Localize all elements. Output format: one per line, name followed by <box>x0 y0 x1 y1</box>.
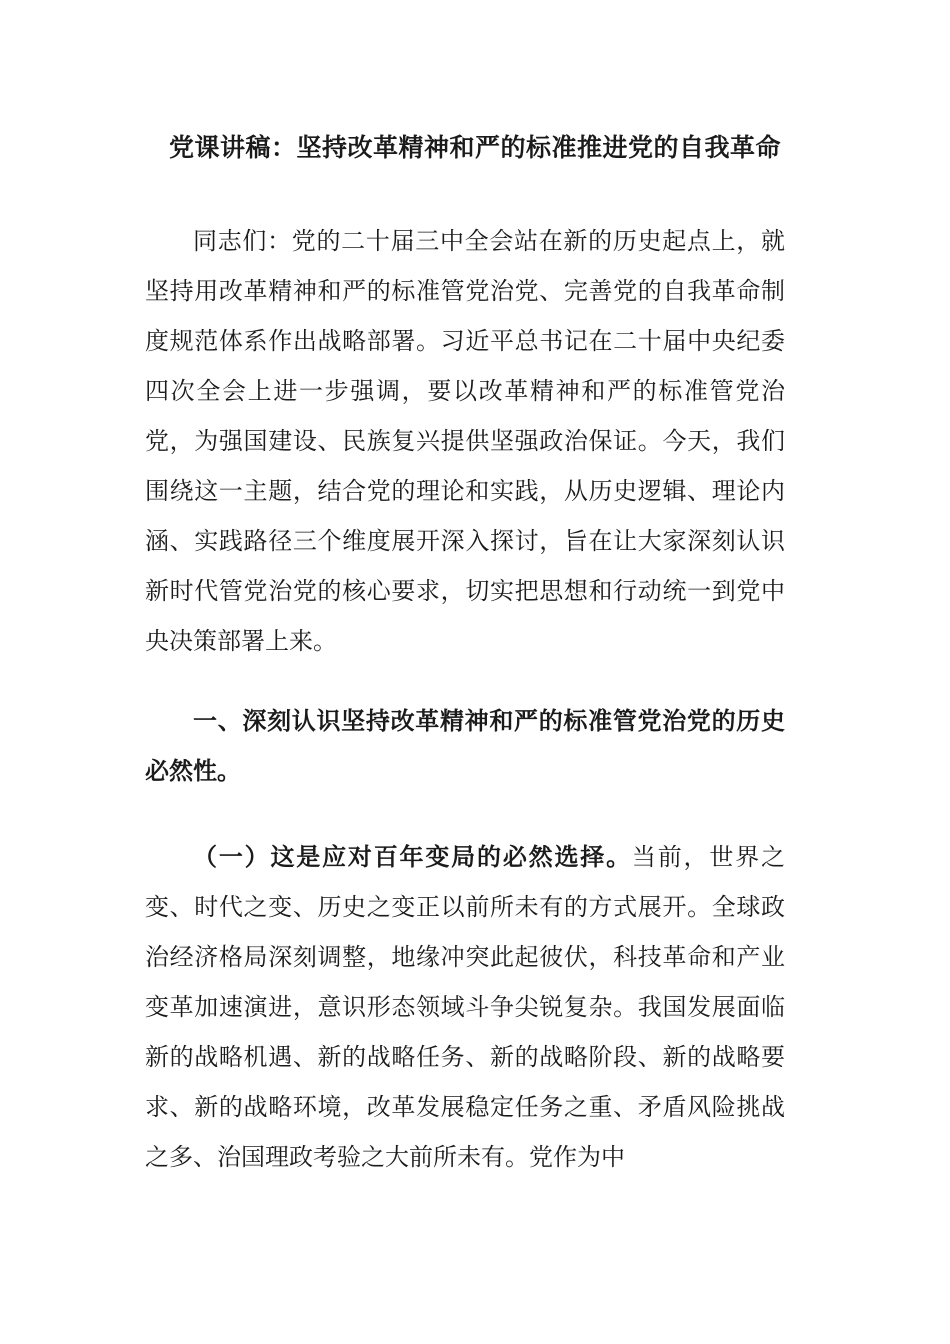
subsection-body-1: 当前，世界之变、时代之变、历史之变正以前所未有的方式展开。全球政治经济格局深刻调整，地缘冲突此起彼伏，科技革命和产业变革加速演进，意识形态领域斗争尖锐复杂。我国发展面临新的战略机遇、新的战略任务、新的战略阶段、新的战略要求、新的战略环境，改革发展稳定任务之重、矛盾风险挑战之多、治国理政考验之大前所未有。党作为中 <box>145 843 786 1171</box>
section-heading-1: 一、深刻认识坚持改革精神和严的标准管党治党的历史必然性。 <box>145 707 785 785</box>
intro-paragraph: 同志们：党的二十届三中全会站在新的历史起点上，就坚持用改革精神和严的标准管党治党、完善党的自我革命制度规范体系作出战略部署。习近平总书记在二十届中央纪委四次全会上进一步强调，要以改革精神和严的标准管党治党，为强国建设、民族复兴提供坚强政治保证。今天，我们围绕这一主题，结合党的理论和实践，从历史逻辑、理论内涵、实践路径三个维度展开深入探讨，旨在让大家深刻认识新时代管党治党的核心要求，切实把思想和行动统一到党中央决策部署上来。 <box>145 227 785 655</box>
subsection-paragraph-1 <box>145 832 785 1182</box>
document-title: 党课讲稿：坚持改革精神和严的标准推进党的自我革命 <box>168 133 781 162</box>
subsection-lead-1: （一）这是应对百年变局的必然选择。 <box>193 843 632 871</box>
